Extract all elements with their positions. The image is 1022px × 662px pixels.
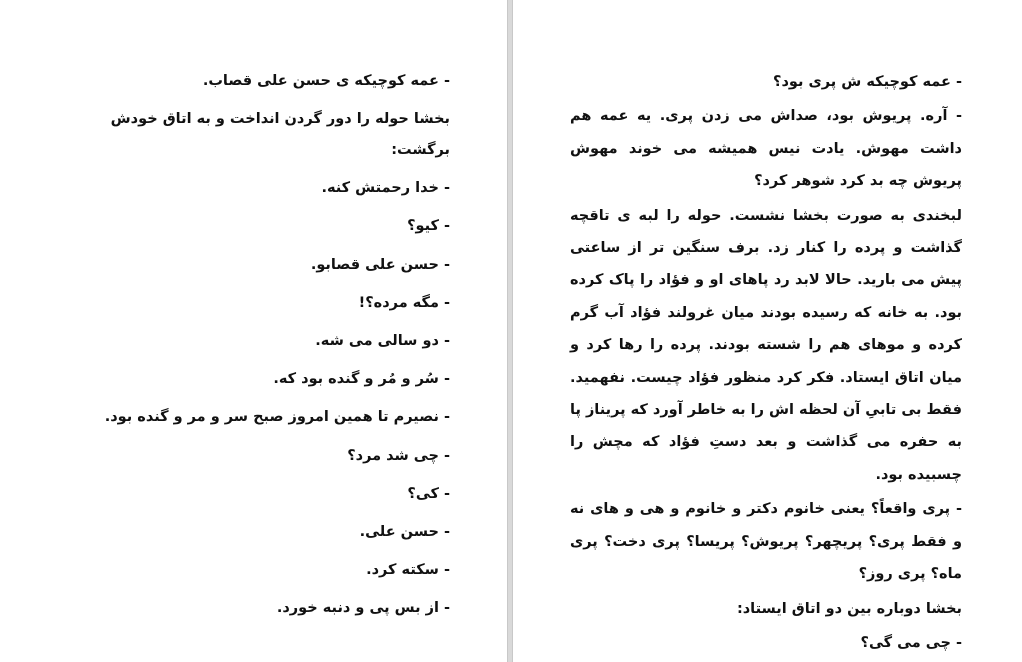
left-paragraph-1: - عمه کوچیکه ی حسن علی قصاب.: [202, 73, 450, 89]
left-paragraph-8: - سُر و مُر و گنده بود که.: [273, 371, 450, 388]
left-paragraph-14: - از بس پی و دنبه خورد.: [276, 600, 450, 617]
right-paragraph-2: - آره. پریوش بود، صداش می زدن پری. یه عمه هم داشت مهوش. یادت نیس همیشه می خوند مهوش پریوش چه بد کرد شوهر کرد؟: [570, 108, 962, 190]
right-paragraph-3: لبخندی به صورت بخشا نشست. حوله را لبه ی تاقچه گذاشت و پرده را کنار زد. برف سنگین تر از ساعتی پیش می بارید. حالا لابد رد پاهای او و فؤاد را پاک کرده بود. به خانه که رسیده بودند میان غرولند فؤاد آب گرم کرده و موهای هم را شسته بودند. پرده را رها کرد و میان اتاق ایستاد. فکر کرد منظور فؤاد چیست. نفهمید. فقط بی تابیِ آن لحظه اش را به خاطر آورد که پریناز پا به حفره می گذاشت و بعد دستِ فؤاد که مچش را چسبیده بود.: [570, 207, 962, 483]
right-paragraph-4: - پری واقعاً؟ یعنی خانوم دکتر و خانوم و هی و های نه و فقط پری؟ پریچهر؟ پریوش؟ پریسا؟ پری دخت؟ پری ماه؟ پری روز؟: [570, 501, 962, 583]
left-paragraph-7: - دو سالی می شه.: [315, 332, 450, 349]
left-paragraph-5: - حسن علی قصابو.: [310, 256, 450, 273]
left-paragraph-6: - مگه مرده؟!: [358, 294, 450, 311]
right-page-text: [570, 66, 962, 661]
right-page: [512, 0, 1022, 662]
left-paragraph-10: - چی شد مرد؟: [347, 447, 450, 464]
left-page-text: [70, 66, 450, 632]
right-paragraph-6: - چی می گی؟: [860, 634, 962, 651]
left-paragraph-3: - خدا رحمتش کنه.: [321, 180, 450, 197]
left-paragraph-12: - حسن علی.: [359, 523, 450, 540]
left-paragraph-4: - کیو؟: [407, 218, 450, 235]
right-paragraph-5: بخشا دوباره بین دو اتاق ایستاد:: [736, 600, 962, 617]
left-page: [0, 0, 508, 662]
left-paragraph-11: - کی؟: [407, 485, 450, 502]
left-paragraph-13: - سکته کرد.: [366, 562, 450, 579]
left-paragraph-2: بخشا حوله را دور گردن انداخت و به اتاق خودش برگشت:: [110, 111, 450, 158]
right-paragraph-1: - عمه کوچیکه ش پری بود؟: [773, 74, 962, 90]
left-paragraph-9: - نصیرم تا همین امروز صبح سر و مر و گنده بود.: [104, 409, 450, 426]
